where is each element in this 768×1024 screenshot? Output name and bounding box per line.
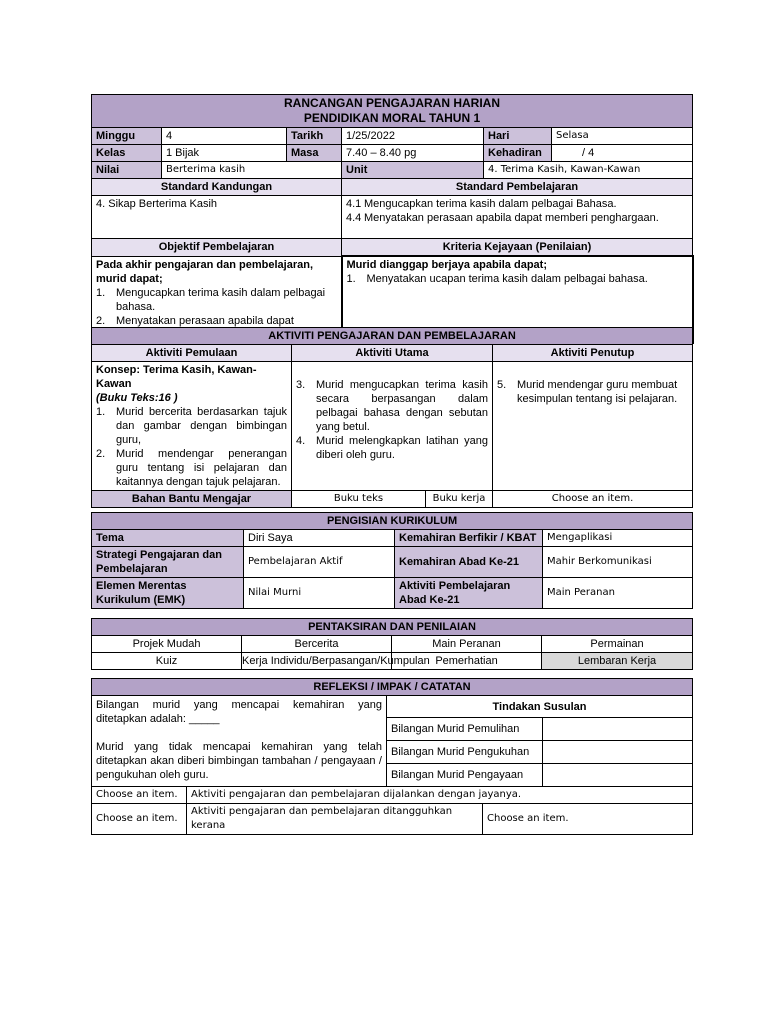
pengukuhan-label: Bilangan Murid Pengukuhan	[387, 741, 543, 764]
unit-value[interactable]: 4. Terima Kasih, Kawan-Kawan	[484, 162, 693, 179]
sp-1-num: 4.1	[346, 198, 362, 210]
standard-pembelajaran-value[interactable]	[342, 196, 693, 239]
bbm-buku-teks[interactable]: Buku teks	[292, 491, 426, 508]
unit-label: Unit	[342, 162, 484, 179]
standard-pembelajaran-label: Standard Pembelajaran	[342, 179, 693, 196]
tarikh-value[interactable]: 1/25/2022	[342, 128, 484, 145]
kehadiran-value[interactable]: / 4	[552, 145, 693, 162]
tarikh-label: Tarikh	[287, 128, 342, 145]
kriteria-label: Kriteria Kejayaan (Penilaian)	[342, 239, 693, 257]
pentaksiran-option[interactable]: Permainan	[542, 636, 693, 653]
minggu-label: Minggu	[92, 128, 162, 145]
standard-kandungan-label: Standard Kandungan	[92, 179, 342, 196]
kelas-label: Kelas	[92, 145, 162, 162]
pemulihan-label: Bilangan Murid Pemulihan	[387, 718, 543, 741]
minggu-value[interactable]: 4	[162, 128, 287, 145]
page-title	[92, 95, 693, 128]
nilai-value[interactable]: Berterima kasih	[162, 162, 342, 179]
utama-item: 4. Murid melengkapkan latihan yang diberi oleh guru.	[296, 435, 488, 461]
kriteria-item: 1. Menyatakan ucapan terima kasih dalam pelbagai bahasa.	[346, 273, 648, 285]
kbat-value[interactable]: Mengaplikasi	[543, 530, 693, 547]
emk-value[interactable]: Nilai Murni	[244, 578, 395, 609]
rph-title: RANCANGAN PENGAJARAN HARIAN	[284, 96, 501, 110]
kriteria-intro: Murid dianggap berjaya apabila dapat;	[346, 259, 547, 271]
sp-2-num: 4.4	[346, 212, 362, 224]
utama-label: Aktiviti Utama	[292, 345, 493, 362]
objektif-intro: Pada akhir pengajaran dan pembelajaran, murid dapat;	[96, 258, 314, 285]
utama-content[interactable]	[292, 362, 493, 491]
pemulihan-value[interactable]	[543, 718, 693, 741]
pengayaan-label: Bilangan Murid Pengayaan	[387, 764, 543, 787]
pentaksiran-option[interactable]: Projek Mudah	[92, 636, 242, 653]
pengayaan-value[interactable]	[543, 764, 693, 787]
kurikulum-title: PENGISIAN KURIKULUM	[92, 513, 693, 530]
pentaksiran-table	[91, 618, 693, 670]
status-2-reason-dropdown[interactable]: Choose an item.	[483, 804, 693, 835]
penutup-content[interactable]	[493, 362, 693, 491]
kelas-value[interactable]: 1 Bijak	[162, 145, 287, 162]
buku-teks-ref: (Buku Teks:16 )	[96, 392, 178, 404]
status-1-text: Aktiviti pengajaran dan pembelajaran dijalankan dengan jayanya.	[187, 787, 693, 804]
kbat-label: Kemahiran Berfikir / KBAT	[395, 530, 543, 547]
refleksi-title: REFLEKSI / IMPAK / CATATAN	[92, 679, 693, 696]
refleksi-notes[interactable]	[92, 696, 387, 787]
status-2-choose-dropdown[interactable]: Choose an item.	[92, 804, 187, 835]
objektif-item: 1. Mengucapkan terima kasih dalam pelbagai bahasa.	[96, 286, 326, 313]
rph-main-table	[91, 94, 694, 344]
sp-1-text: Mengucapkan terima kasih dalam pelbagai Bahasa.	[364, 198, 617, 210]
objektif-item: 2. Menyatakan perasaan apabila dapat	[96, 314, 294, 327]
tindakan-susulan-label: Tindakan Susulan	[387, 696, 693, 718]
pengukuhan-value[interactable]	[543, 741, 693, 764]
tema-label: Tema	[92, 530, 244, 547]
tema-value[interactable]: Diri Saya	[244, 530, 395, 547]
penutup-label: Aktiviti Penutup	[493, 345, 693, 362]
standard-kandungan-value[interactable]: 4. Sikap Berterima Kasih	[92, 196, 342, 239]
refleksi-bilangan-text: Bilangan murid yang mencapai kemahiran yang ditetapkan adalah: _____	[96, 699, 382, 725]
strategi-label: Strategi Pengajaran dan Pembelajaran	[92, 547, 244, 578]
pentaksiran-title: PENTAKSIRAN DAN PENILAIAN	[92, 619, 693, 636]
sp-2-text: Menyatakan perasaan apabila dapat memberi penghargaan.	[364, 212, 659, 224]
pemulaan-content[interactable]	[92, 362, 292, 491]
pentaksiran-option-selected[interactable]: Lembaran Kerja	[542, 653, 693, 670]
pentaksiran-option[interactable]: Kerja Individu/Berpasangan/Kumpulan	[242, 653, 392, 670]
pentaksiran-option[interactable]: Pemerhatian	[392, 653, 542, 670]
kurikulum-table	[91, 512, 693, 609]
status-1-choose-dropdown[interactable]: Choose an item.	[92, 787, 187, 804]
refleksi-murid-text: Murid yang tidak mencapai kemahiran yang telah ditetapkan akan diberi bimbingan tambahan / pengayaan / pengukuhan oleh guru.	[96, 741, 382, 781]
aktiviti-table	[91, 327, 693, 508]
hari-label: Hari	[484, 128, 552, 145]
aktiviti-title: AKTIVITI PENGAJARAN DAN PEMBELAJARAN	[92, 328, 693, 345]
hari-value[interactable]: Selasa	[552, 128, 693, 145]
aktiviti-abad-label: Aktiviti Pembelajaran Abad Ke-21	[395, 578, 543, 609]
pemulaan-label: Aktiviti Pemulaan	[92, 345, 292, 362]
objektif-label: Objektif Pembelajaran	[92, 239, 342, 257]
refleksi-table	[91, 678, 693, 835]
rph-subtitle: PENDIDIKAN MORAL TAHUN 1	[303, 111, 481, 125]
strategi-value[interactable]: Pembelajaran Aktif	[244, 547, 395, 578]
pentaksiran-option[interactable]: Kuiz	[92, 653, 242, 670]
kehadiran-label: Kehadiran	[484, 145, 552, 162]
masa-value[interactable]: 7.40 – 8.40 pg	[342, 145, 484, 162]
bbm-choose-item-dropdown[interactable]: Choose an item.	[493, 491, 693, 508]
nilai-label: Nilai	[92, 162, 162, 179]
penutup-item: 5. Murid mendengar guru membuat kesimpulan tentang isi pelajaran.	[497, 379, 678, 405]
bbm-buku-kerja[interactable]: Buku kerja	[426, 491, 493, 508]
masa-label: Masa	[287, 145, 342, 162]
pemulaan-item: 1. Murid bercerita berdasarkan tajuk dan gambar dengan bimbingan guru,	[96, 406, 287, 446]
utama-item: 3. Murid mengucapkan terima kasih secara berpasangan dalam pelbagai bahasa dengan sebutan yang betul.	[296, 379, 488, 433]
emk-label: Elemen Merentas Kurikulum (EMK)	[92, 578, 244, 609]
bbm-label: Bahan Bantu Mengajar	[92, 491, 292, 508]
abad-value[interactable]: Mahir Berkomunikasi	[543, 547, 693, 578]
aktiviti-abad-value[interactable]: Main Peranan	[543, 578, 693, 609]
pemulaan-item: 2. Murid mendengar penerangan guru tentang isi pelajaran dan kaitannya dengan tajuk pelajaran.	[96, 448, 287, 488]
status-2-text: Aktiviti pengajaran dan pembelajaran ditangguhkan kerana	[187, 804, 483, 835]
pentaksiran-option[interactable]: Bercerita	[242, 636, 392, 653]
pentaksiran-option[interactable]: Main Peranan	[392, 636, 542, 653]
konsep-text: Konsep: Terima Kasih, Kawan-Kawan	[96, 364, 257, 390]
abad-label: Kemahiran Abad Ke-21	[395, 547, 543, 578]
